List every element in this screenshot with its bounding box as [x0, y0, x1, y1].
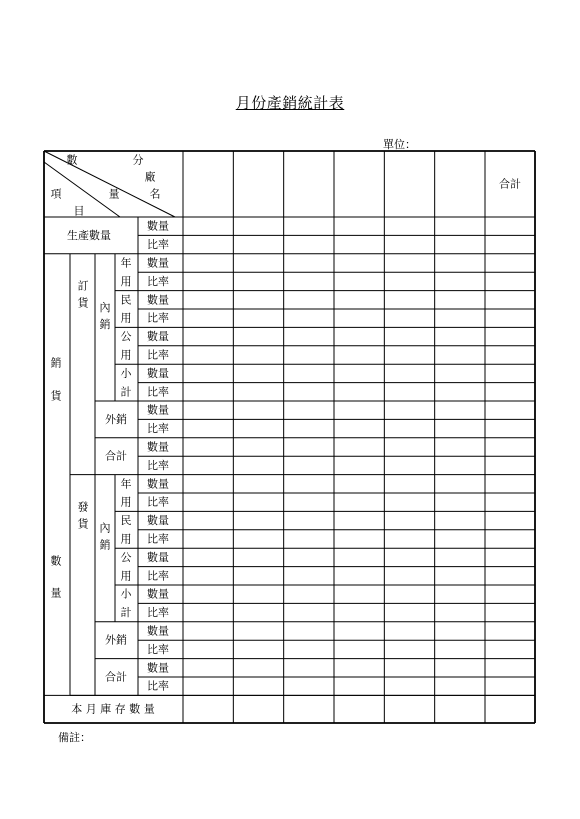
metric-label: 比率	[147, 385, 169, 399]
metric-label: 比率	[147, 679, 169, 693]
metric-label: 比率	[147, 458, 169, 472]
group-char: 銷	[50, 356, 62, 370]
metric-label: 數量	[147, 587, 169, 601]
metric-label: 數量	[147, 330, 169, 344]
subgroup-char: 計	[120, 606, 132, 620]
metric-label: 比率	[147, 606, 169, 620]
metric-label: 比率	[147, 532, 169, 546]
section-char: 訂	[77, 279, 89, 293]
subgroup-char: 小	[120, 366, 132, 380]
metric-label: 數量	[147, 293, 169, 307]
subgroup-char: 計	[120, 385, 132, 399]
metric-label: 比率	[147, 311, 169, 325]
group-char: 數	[50, 554, 62, 568]
subgroup-char: 年	[120, 256, 132, 270]
header-label: 名	[149, 187, 161, 201]
unit-label: 單位：	[383, 138, 416, 151]
subgroup-char: 公	[120, 330, 132, 344]
metric-label: 數量	[147, 624, 169, 638]
metric-label: 數量	[147, 256, 169, 270]
metric-label: 比率	[147, 569, 169, 583]
header-diagonal	[44, 151, 175, 217]
section-char: 貨	[77, 517, 89, 531]
section-char: 發	[77, 500, 89, 514]
domestic-char: 內	[99, 300, 111, 314]
metric-label: 比率	[147, 274, 169, 288]
group-char: 貨	[50, 389, 62, 403]
subgroup-char: 用	[120, 348, 132, 362]
domestic-char: 內	[99, 521, 111, 535]
subgroup-char: 用	[120, 569, 132, 583]
metric-label: 比率	[147, 495, 169, 509]
subgroup-char: 公	[120, 550, 132, 564]
subgroup-char: 用	[120, 311, 132, 325]
domestic-char: 銷	[99, 317, 111, 331]
metric-label: 比率	[147, 422, 169, 436]
metric-label: 數量	[147, 219, 169, 233]
production-label: 生產數量	[67, 228, 111, 242]
export-label: 外銷	[105, 633, 127, 647]
subgroup-char: 用	[120, 495, 132, 509]
metric-label: 比率	[147, 348, 169, 362]
header-label: 目	[73, 204, 85, 218]
metric-label: 數量	[147, 477, 169, 491]
total-column-header: 合計	[499, 177, 521, 191]
group-char: 量	[50, 586, 62, 600]
header-label: 量	[108, 187, 120, 201]
header-label: 分	[132, 153, 144, 167]
section-total-label: 合計	[105, 670, 127, 684]
metric-label: 比率	[147, 238, 169, 252]
subgroup-char: 用	[120, 532, 132, 546]
domestic-char: 銷	[99, 538, 111, 552]
header-label: 廠	[144, 170, 156, 184]
subgroup-char: 年	[120, 477, 132, 491]
remark-label: 備註：	[58, 731, 91, 744]
export-label: 外銷	[105, 412, 127, 426]
metric-label: 數量	[147, 440, 169, 454]
metric-label: 比率	[147, 642, 169, 656]
metric-label: 數量	[147, 550, 169, 564]
stock-label: 本 月 庫 存 數 量	[71, 702, 155, 716]
metric-label: 數量	[147, 661, 169, 675]
document-title: 月份產銷統計表	[235, 94, 345, 112]
subgroup-char: 用	[120, 274, 132, 288]
metric-label: 數量	[147, 366, 169, 380]
section-total-label: 合計	[105, 449, 127, 463]
subgroup-char: 民	[120, 514, 132, 528]
metric-label: 數量	[147, 514, 169, 528]
subgroup-char: 小	[120, 587, 132, 601]
header-label: 項	[50, 187, 62, 201]
section-char: 貨	[77, 296, 89, 310]
metric-label: 數量	[147, 403, 169, 417]
subgroup-char: 民	[120, 293, 132, 307]
header-label: 數	[66, 153, 78, 167]
